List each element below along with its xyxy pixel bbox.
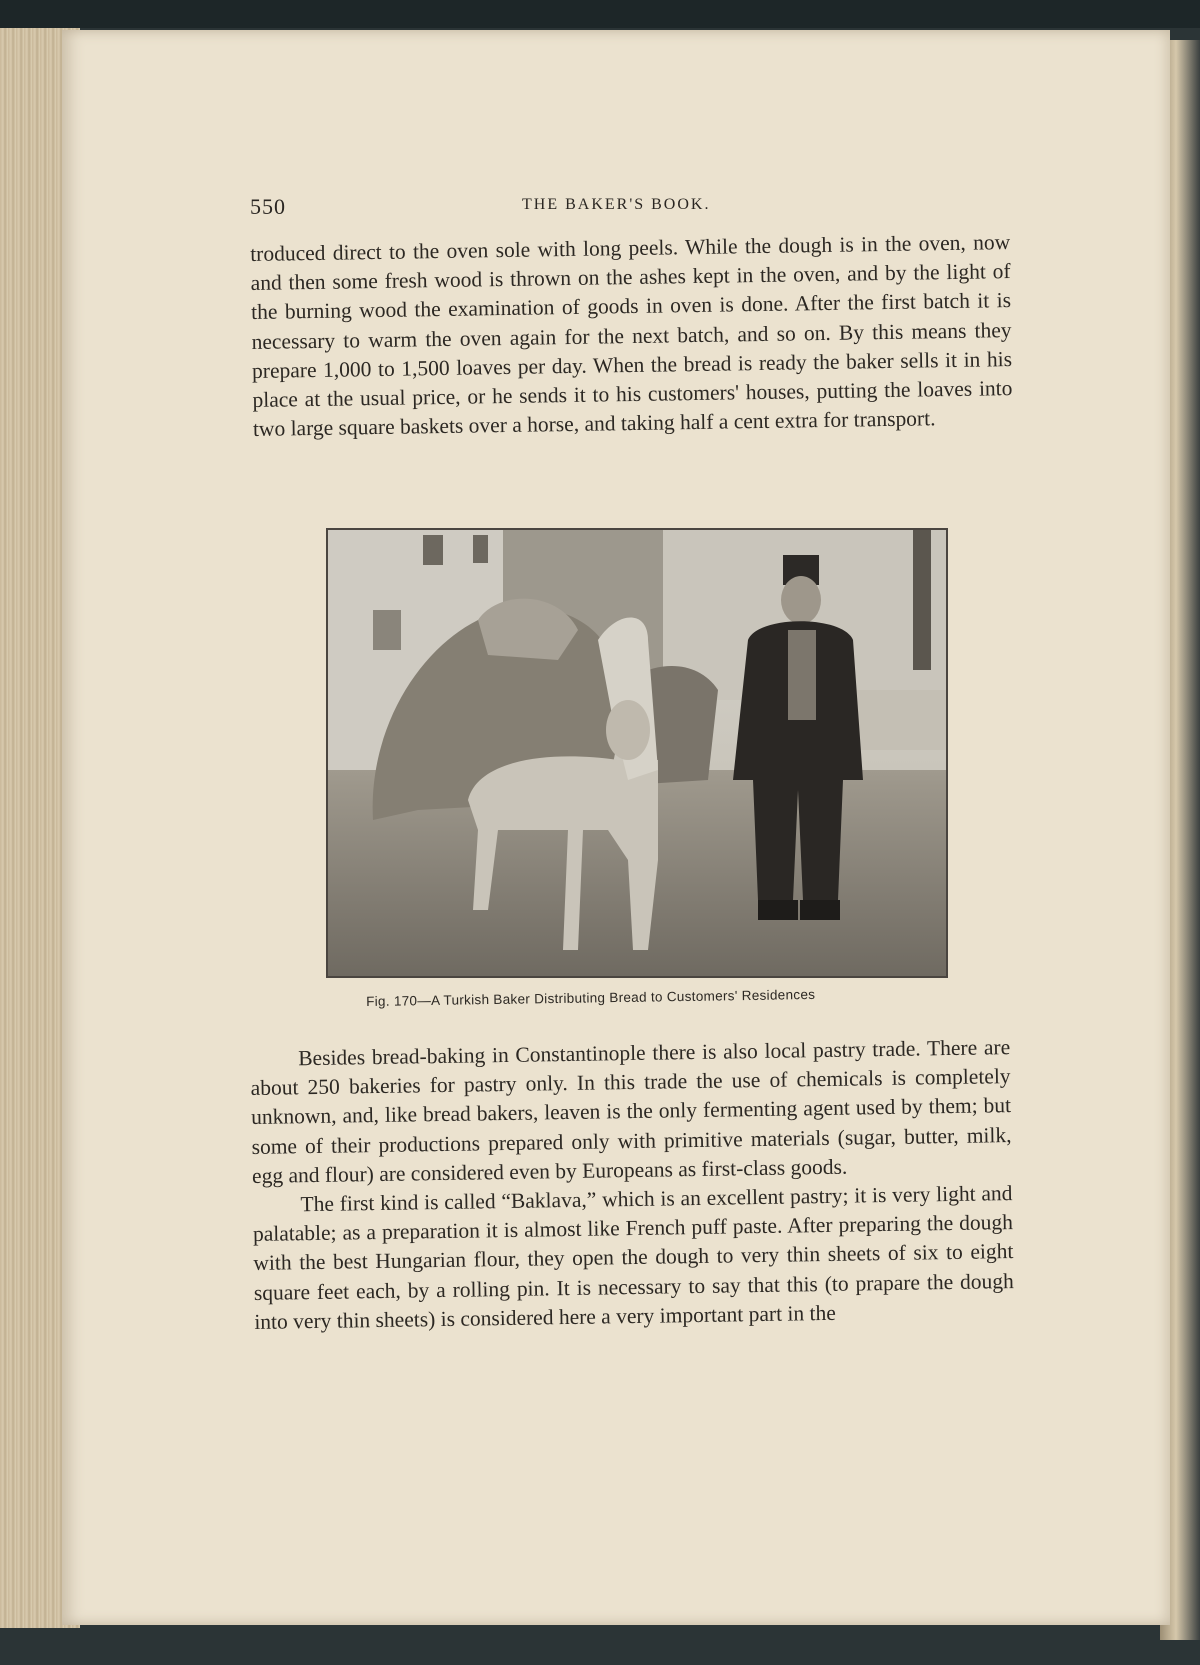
scan-background: [0, 0, 1200, 28]
body-text-bottom: [250, 1033, 1014, 1337]
paragraph: Besides bread-baking in Constantinople there is also local pastry trade. There are about 250 bakeries for pastry only. In this trade the use of chemicals is completely unknown, and, like bread bakers, leaven is the only fermenting agent used by them; but some of their productions prepared only with primitive materials (sugar, butter, milk, egg and flour) are considered even by Europeans as first-class goods.: [250, 1035, 1012, 1188]
book-title: THE BAKER'S BOOK.: [522, 196, 711, 213]
paragraph: troduced direct to the oven sole with long peels. While the dough is in the oven, now and then some fresh wood is thrown on the ashes kept in the oven, and by the light of the burning wood the examination of goods in oven is done. After the first batch it is necessary to warm the oven again for the next batch, and so on. By this means they prepare 1,000 to 1,500 loaves per day. When the bread is ready the baker sells it in his place at the usual price, or he sends it to his customers' houses, putting the loaves into two large square baskets over a horse, and taking half a cent extra for transport.: [250, 230, 1013, 442]
paragraph: The first kind is called “Baklava,” which is an excellent pastry; it is very light and palatable; as a preparation it is almost like French puff paste. After preparing the dough with the best Hungarian flour, they open the dough to very thin sheets of six to eight square feet each, by a rolling pin. It is necessary to say that this (to prapare the dough into very thin sheets) is considered here a very important part in the: [252, 1181, 1014, 1334]
photograph-image: [328, 530, 946, 976]
running-head: [250, 194, 950, 224]
figure-caption: Fig. 170—A Turkish Baker Distributing Bread to Customers' Residences: [366, 986, 816, 1009]
page-number: 550: [250, 194, 286, 219]
photograph-turkish-baker: [326, 528, 948, 978]
body-text-top: [250, 228, 1013, 444]
